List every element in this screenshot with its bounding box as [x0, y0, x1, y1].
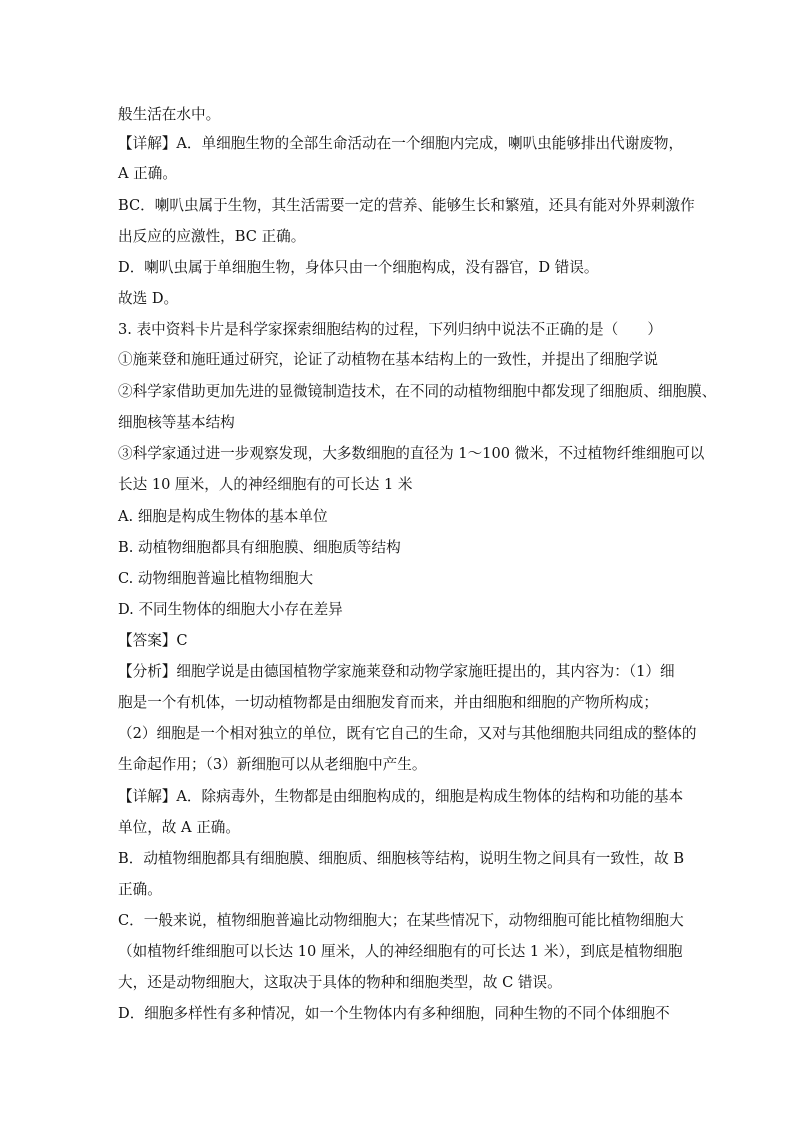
- explanation-line: （如植物纤维细胞可以长达 10 厘米，人的神经细胞有的可长达 1 米），到底是植物细胞: [118, 943, 683, 960]
- material-item-3-cont: 长达 10 厘米，人的神经细胞有的可长达 1 米: [118, 476, 413, 493]
- option-a: A. 细胞是构成生物体的基本单位: [118, 508, 328, 525]
- answer-line: 【答案】C: [118, 632, 188, 649]
- explanation-line: B．动植物细胞都具有细胞膜、细胞质、细胞核等结构，说明生物之间具有一致性，故 B: [118, 850, 685, 867]
- text-line: A 正确。: [118, 165, 177, 182]
- option-c: C. 动物细胞普遍比植物细胞大: [118, 570, 314, 587]
- analysis-line: 生命起作用；（3）新细胞可以从老细胞中产生。: [118, 756, 427, 773]
- material-item-2: ②科学家借助更加先进的显微镜制造技术，在不同的动植物细胞中都发现了细胞质、细胞膜、: [118, 383, 717, 400]
- text-line: 出反应的应激性，BC 正确。: [118, 228, 306, 245]
- analysis-line: 【分析】细胞学说是由德国植物学家施莱登和动物学家施旺提出的，其内容为：（1）细: [118, 663, 675, 680]
- analysis-line: （2）细胞是一个相对独立的单位，既有它自己的生命，又对与其他细胞共同组成的整体的: [118, 725, 697, 742]
- explanation-line: D．细胞多样性有多种情况，如一个生物体内有多种细胞，同种生物的不同个体细胞不: [118, 1005, 670, 1022]
- material-item-1: ①施莱登和施旺通过研究，论证了动植物在基本结构上的一致性，并提出了细胞学说: [118, 351, 658, 368]
- material-item-2-cont: 细胞核等基本结构: [118, 414, 235, 431]
- option-b: B. 动植物细胞都具有细胞膜、细胞质等结构: [118, 539, 401, 556]
- material-item-3: ③科学家通过进一步观察发现，大多数细胞的直径为 1～100 微米，不过植物纤维细胞可以: [118, 445, 705, 462]
- explanation-line: 大，还是动物细胞大，这取决于具体的物种和细胞类型，故 C 错误。: [118, 974, 562, 991]
- text-line: 般生活在水中。: [118, 106, 221, 123]
- text-line: BC．喇叭虫属于生物，其生活需要一定的营养、能够生长和繁殖，还具有能对外界刺激作: [118, 197, 695, 214]
- text-line: 【详解】A．单细胞生物的全部生命活动在一个细胞内完成，喇叭虫能够排出代谢废物，: [118, 135, 684, 152]
- text-line: D．喇叭虫属于单细胞生物，身体只由一个细胞构成，没有器官，D 错误。: [118, 259, 599, 276]
- text-line: 故选 D。: [118, 290, 179, 307]
- explanation-line: C．一般来说，植物细胞普遍比动物细胞大；在某些情况下，动物细胞可能比植物细胞大: [118, 912, 684, 929]
- analysis-line: 胞是一个有机体，一切动植物都是由细胞发育而来，并由细胞和细胞的产物所构成；: [118, 694, 658, 711]
- question-stem: 3. 表中资料卡片是科学家探索细胞结构的过程，下列归纳中说法不正确的是（ ）: [118, 321, 662, 338]
- explanation-line: 正确。: [118, 881, 162, 898]
- explanation-line: 【详解】A．除病毒外，生物都是由细胞构成的，细胞是构成生物体的结构和功能的基本: [118, 788, 684, 805]
- explanation-line: 单位，故 A 正确。: [118, 819, 240, 836]
- option-d: D. 不同生物体的细胞大小存在差异: [118, 601, 343, 618]
